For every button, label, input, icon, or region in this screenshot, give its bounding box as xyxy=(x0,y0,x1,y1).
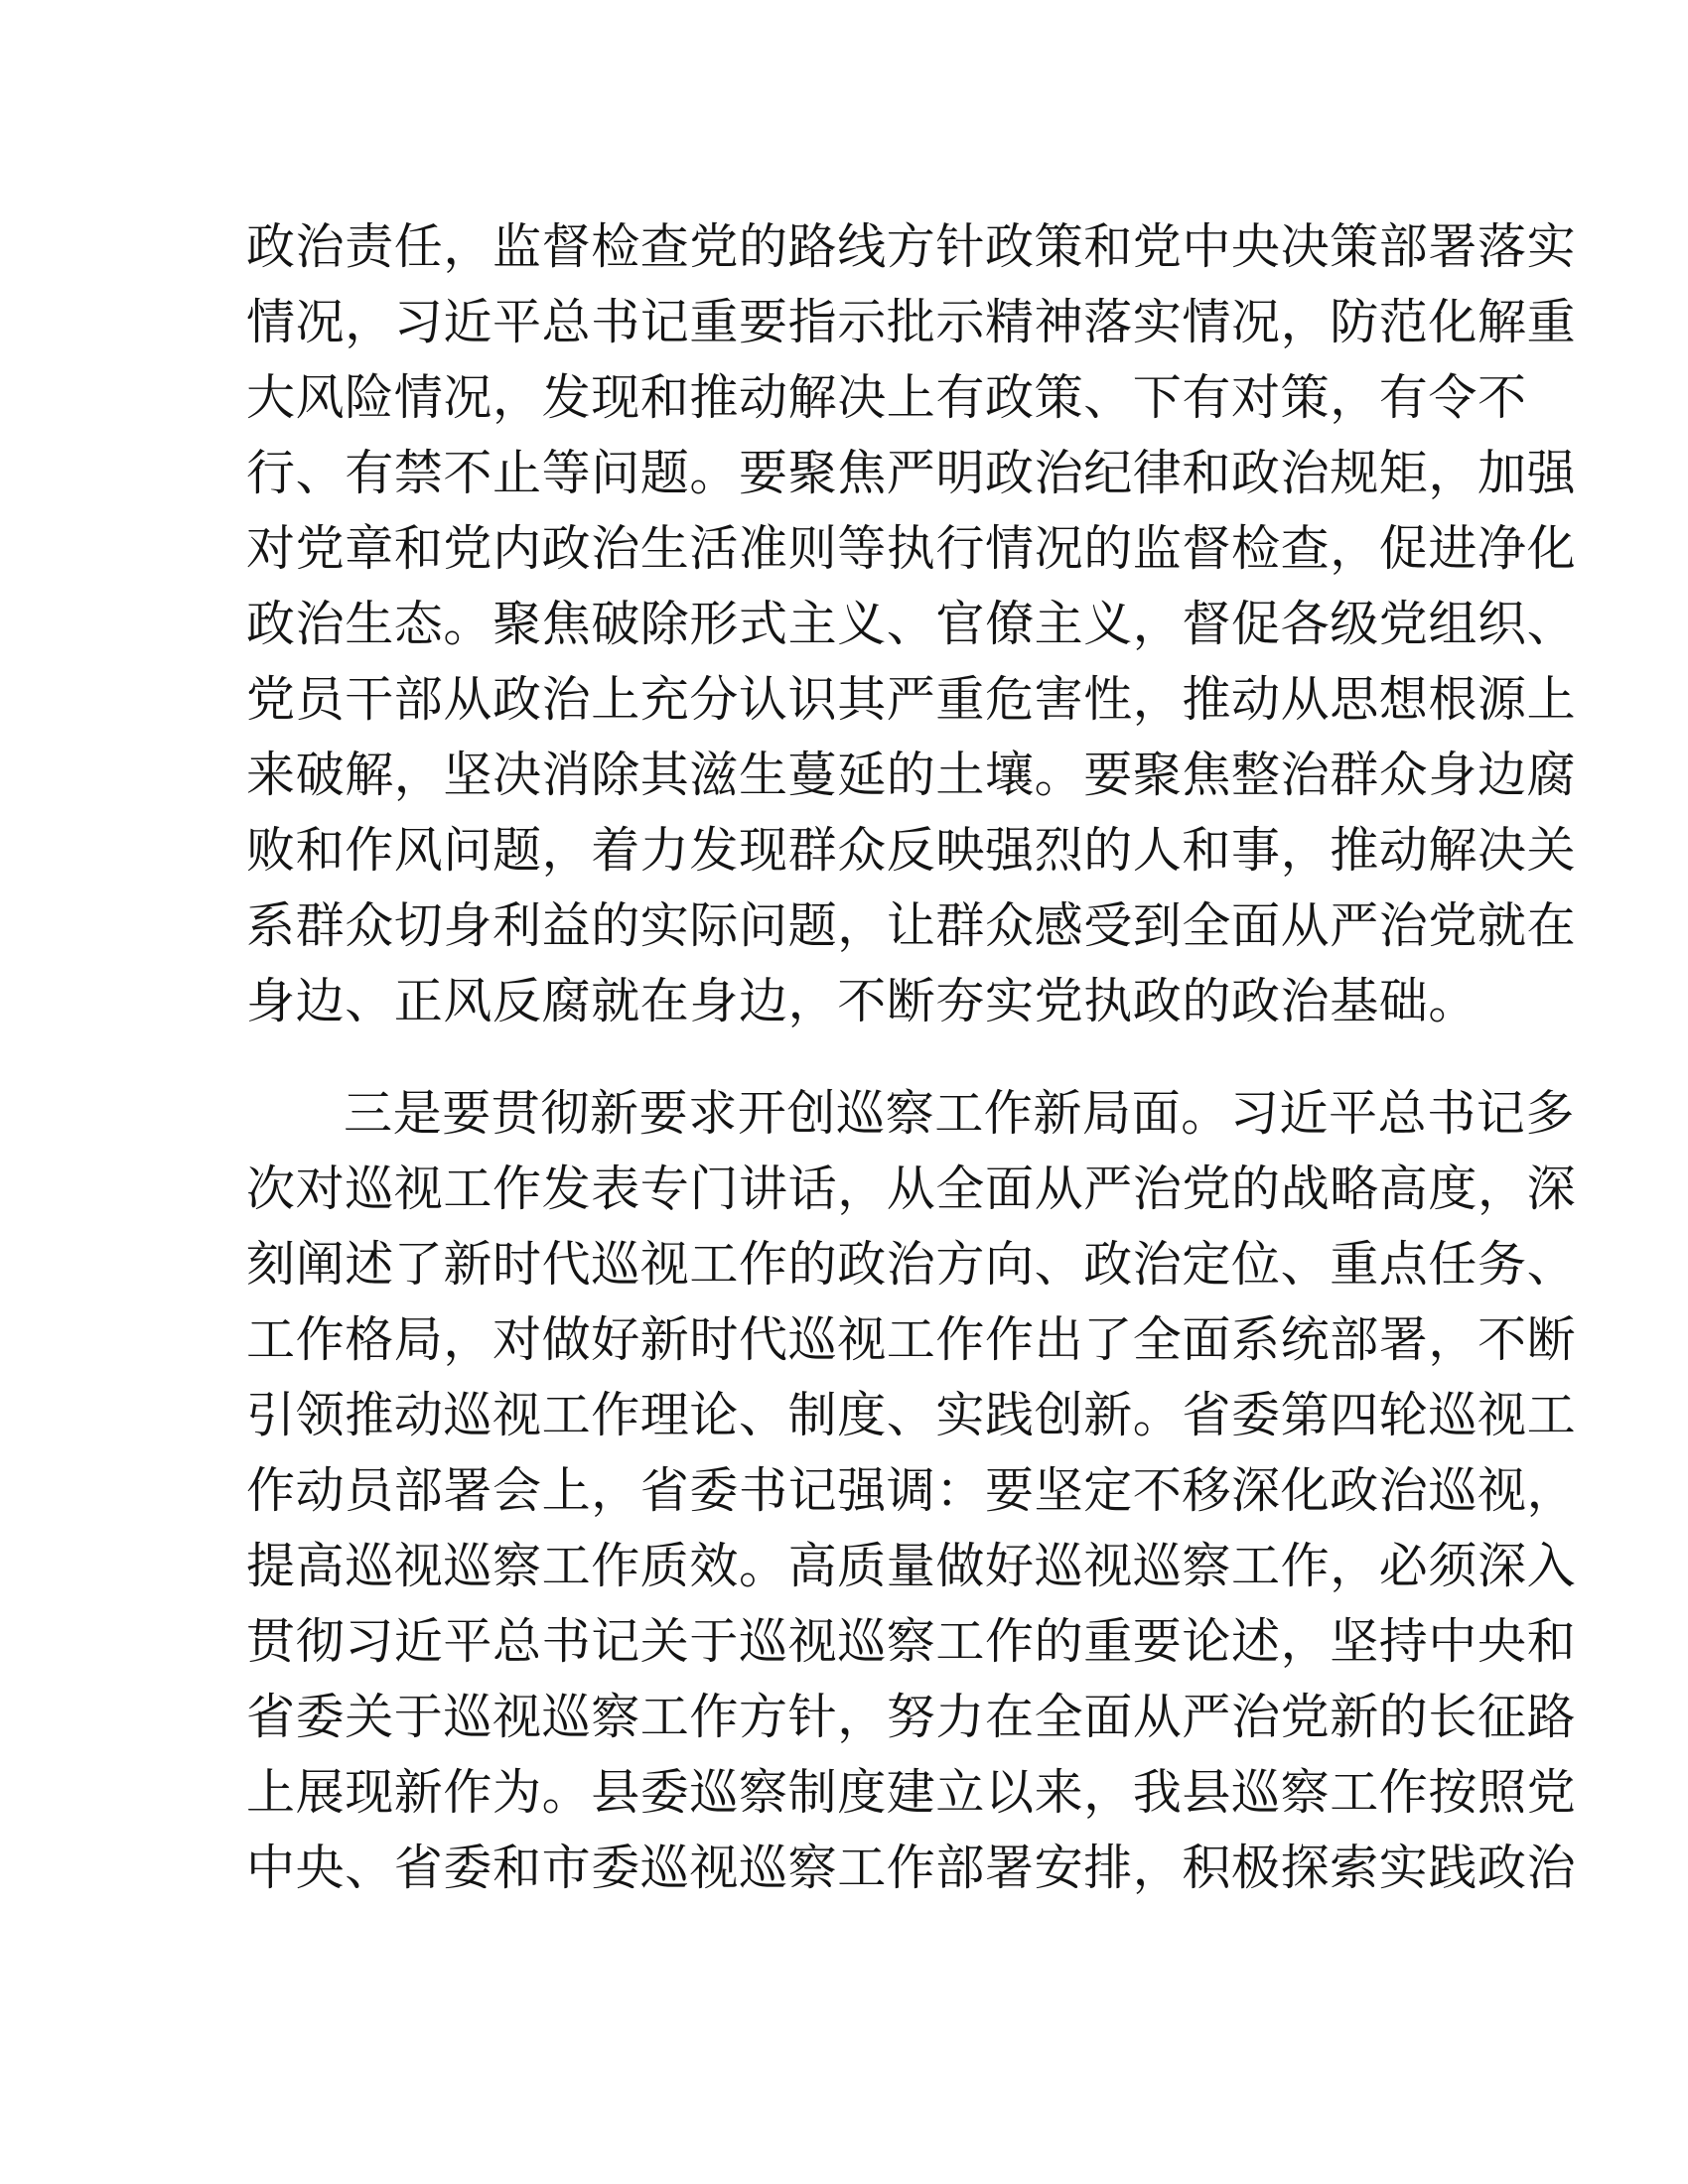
paragraph-line: 来破解，坚决消除其滋生蔓延的土壤。要聚焦整治群众身边腐 xyxy=(246,747,1577,803)
paragraph-line: 引领推动巡视工作理论、制度、实践创新。省委第四轮巡视工 xyxy=(246,1387,1577,1443)
paragraph-2 xyxy=(246,1076,1577,1906)
paragraph-line: 政治生态。聚焦破除形式主义、官僚主义，督促各级党组织、 xyxy=(246,596,1577,652)
paragraph-line: 工作格局，对做好新时代巡视工作作出了全面系统部署，不断 xyxy=(246,1311,1577,1368)
paragraph-line: 党员干部从政治上充分认识其严重危害性，推动从思想根源上 xyxy=(246,671,1577,728)
paragraph-line: 贯彻习近平总书记关于巡视巡察工作的重要论述，坚持中央和 xyxy=(246,1613,1577,1670)
paragraph-line: 系群众切身利益的实际问题，让群众感受到全面从严治党就在 xyxy=(246,897,1577,954)
paragraph-line: 刻阐述了新时代巡视工作的政治方向、政治定位、重点任务、 xyxy=(246,1236,1577,1293)
paragraph-line: 败和作风问题，着力发现群众反映强烈的人和事，推动解决关 xyxy=(246,822,1577,879)
paragraph-line: 作动员部署会上，省委书记强调：要坚定不移深化政治巡视， xyxy=(246,1462,1577,1519)
paragraph-line: 上展现新作为。县委巡察制度建立以来，我县巡察工作按照党 xyxy=(246,1764,1577,1821)
paragraph-line: 情况，习近平总书记重要指示批示精神落实情况，防范化解重 xyxy=(246,294,1577,350)
paragraph-1 xyxy=(246,209,1577,1039)
paragraph-line: 三是要贯彻新要求开创巡察工作新局面。习近平总书记多 xyxy=(344,1085,1576,1142)
paragraph-line: 次对巡视工作发表专门讲话，从全面从严治党的战略高度，深 xyxy=(246,1160,1577,1217)
paragraph-line: 中央、省委和市委巡视巡察工作部署安排，积极探索实践政治 xyxy=(246,1840,1577,1896)
paragraph-line: 对党章和党内政治生活准则等执行情况的监督检查，促进净化 xyxy=(246,520,1577,577)
paragraph-line: 大风险情况，发现和推动解决上有政策、下有对策，有令不 xyxy=(246,369,1527,426)
paragraph-line: 省委关于巡视巡察工作方针，努力在全面从严治党新的长征路 xyxy=(246,1689,1577,1745)
paragraph-line: 政治责任，监督检查党的路线方针政策和党中央决策部署落实 xyxy=(246,218,1577,275)
paragraph-line: 身边、正风反腐就在身边，不断夯实党执政的政治基础。 xyxy=(246,973,1478,1029)
paragraph-line: 行、有禁不止等问题。要聚焦严明政治纪律和政治规矩，加强 xyxy=(246,445,1577,501)
paragraph-line: 提高巡视巡察工作质效。高质量做好巡视巡察工作，必须深入 xyxy=(246,1538,1577,1594)
